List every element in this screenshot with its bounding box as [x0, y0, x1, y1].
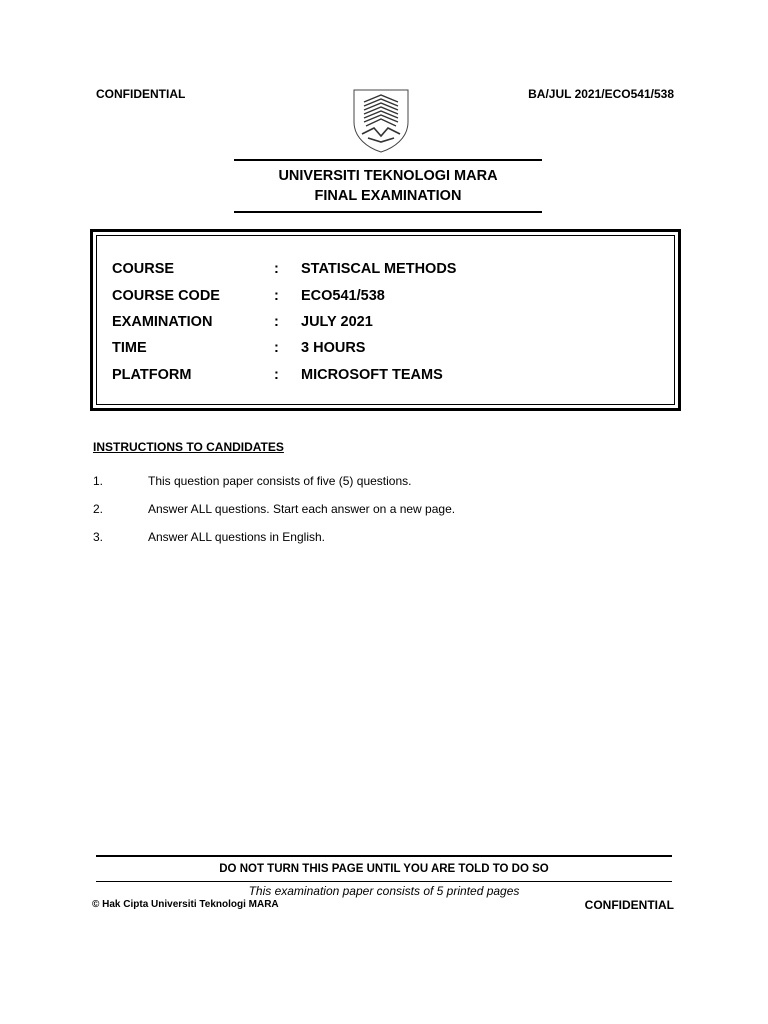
- header-paper-code: BA/JUL 2021/ECO541/538: [528, 87, 674, 101]
- instruction-text: This question paper consists of five (5) questions.: [148, 474, 412, 488]
- detail-value: 3 HOURS: [301, 340, 366, 356]
- printed-pages-note: This examination paper consists of 5 printed pages: [248, 884, 520, 898]
- detail-separator: :: [274, 314, 279, 330]
- exam-title: FINAL EXAMINATION: [314, 188, 462, 204]
- detail-value: MICROSOFT TEAMS: [301, 367, 443, 383]
- instruction-item: [93, 530, 693, 546]
- copyright-notice: © Hak Cipta Universiti Teknologi MARA: [92, 899, 279, 910]
- instruction-number: 2.: [93, 502, 104, 516]
- course-details-inner: [96, 235, 675, 405]
- detail-separator: :: [274, 288, 279, 304]
- footer-bottom-rule: [96, 881, 672, 882]
- detail-value: ECO541/538: [301, 288, 385, 304]
- detail-separator: :: [274, 367, 279, 383]
- title-bottom-rule: [234, 211, 542, 213]
- detail-label: EXAMINATION: [112, 314, 213, 330]
- detail-label: PLATFORM: [112, 367, 192, 383]
- university-name: UNIVERSITI TEKNOLOGI MARA: [278, 168, 498, 184]
- header-confidential: CONFIDENTIAL: [96, 87, 186, 101]
- footer-confidential: CONFIDENTIAL: [584, 898, 674, 912]
- instruction-text: Answer ALL questions in English.: [148, 530, 325, 544]
- instructions-heading: INSTRUCTIONS TO CANDIDATES: [93, 440, 284, 454]
- instruction-number: 1.: [93, 474, 104, 488]
- detail-separator: :: [274, 340, 279, 356]
- footer-top-rule: [96, 855, 672, 857]
- detail-label: COURSE: [112, 261, 175, 277]
- instruction-number: 3.: [93, 530, 104, 544]
- title-top-rule: [234, 159, 542, 161]
- detail-value: STATISCAL METHODS: [301, 261, 457, 277]
- detail-label: TIME: [112, 340, 147, 356]
- uitm-crest-icon: [350, 86, 412, 154]
- instruction-item: [93, 474, 693, 490]
- course-details-box: [90, 229, 681, 411]
- instruction-item: [93, 502, 693, 518]
- instruction-text: Answer ALL questions. Start each answer on a new page.: [148, 502, 456, 516]
- do-not-turn-warning: DO NOT TURN THIS PAGE UNTIL YOU ARE TOLD TO DO SO: [219, 863, 549, 875]
- detail-label: COURSE CODE: [112, 288, 220, 304]
- detail-value: JULY 2021: [301, 314, 373, 330]
- detail-separator: :: [274, 261, 279, 277]
